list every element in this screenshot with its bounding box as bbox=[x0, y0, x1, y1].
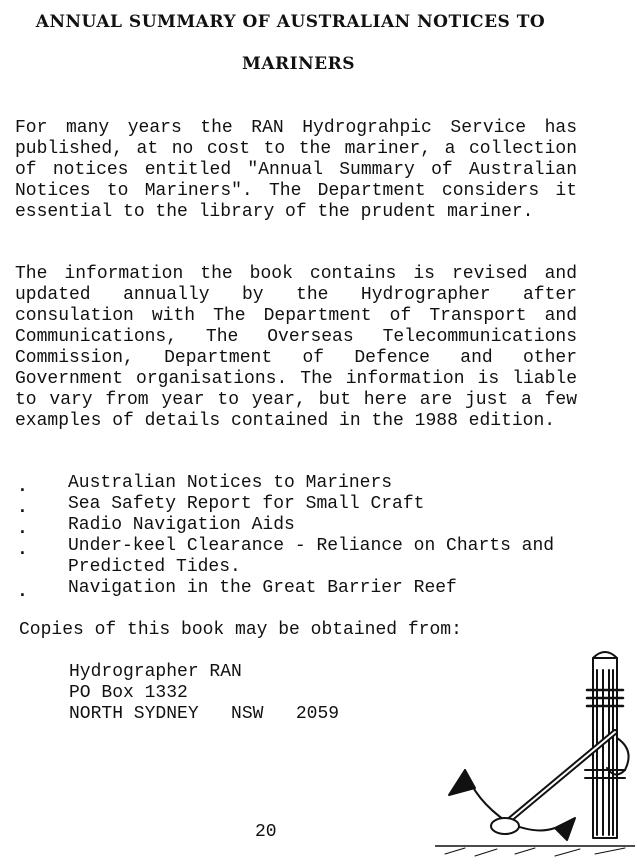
bullet-icon: . bbox=[17, 477, 28, 497]
bullet-icon: . bbox=[17, 498, 28, 518]
address-line-1: Hydrographer RAN bbox=[69, 662, 242, 682]
bullet-icon: . bbox=[17, 519, 28, 539]
list-item-text: Sea Safety Report for Small Craft bbox=[68, 494, 425, 514]
list-item bbox=[15, 578, 590, 602]
copies-instruction: Copies of this book may be obtained from: bbox=[19, 620, 462, 640]
page-number: 20 bbox=[255, 822, 277, 842]
list-item bbox=[15, 515, 590, 539]
bullet-icon: . bbox=[17, 582, 28, 602]
document-title-line-1: ANNUAL SUMMARY OF AUSTRALIAN NOTICES TO bbox=[35, 12, 546, 32]
list-item-text: Navigation in the Great Barrier Reef bbox=[68, 578, 457, 598]
list-item bbox=[15, 536, 590, 578]
postal-address bbox=[69, 662, 339, 725]
list-item-text: Under-keel Clearance - Reliance on Charts and Predicted Tides. bbox=[68, 536, 555, 577]
examples-list bbox=[15, 473, 590, 602]
address-line-3: NORTH SYDNEY NSW 2059 bbox=[69, 704, 340, 724]
list-item bbox=[15, 494, 590, 518]
anchor-icon bbox=[435, 650, 635, 860]
information-paragraph: The information the book contains is revised and updated annually by the Hydrographer after consulation with The Department of Transport and Communications, The Overseas Telecommunications Commission, Department of Defence and other Government organisations. The information is liable to vary from year to year, but here are just a few examples of details contained in the 1988 edition. bbox=[15, 264, 577, 431]
list-item-text: Australian Notices to Mariners bbox=[68, 473, 393, 493]
intro-paragraph: For many years the RAN Hydrograhpic Service has published, at no cost to the mariner, a collection of notices entitled "Annual Summary of Australian Notices to Mariners". The Department considers it essential to the library of the prudent mariner. bbox=[15, 118, 577, 222]
list-item bbox=[15, 473, 590, 497]
list-item-text: Radio Navigation Aids bbox=[68, 515, 295, 535]
document-title-line-2: MARINERS bbox=[242, 54, 355, 74]
address-line-2: PO Box 1332 bbox=[69, 683, 188, 703]
bullet-icon: . bbox=[17, 540, 28, 560]
